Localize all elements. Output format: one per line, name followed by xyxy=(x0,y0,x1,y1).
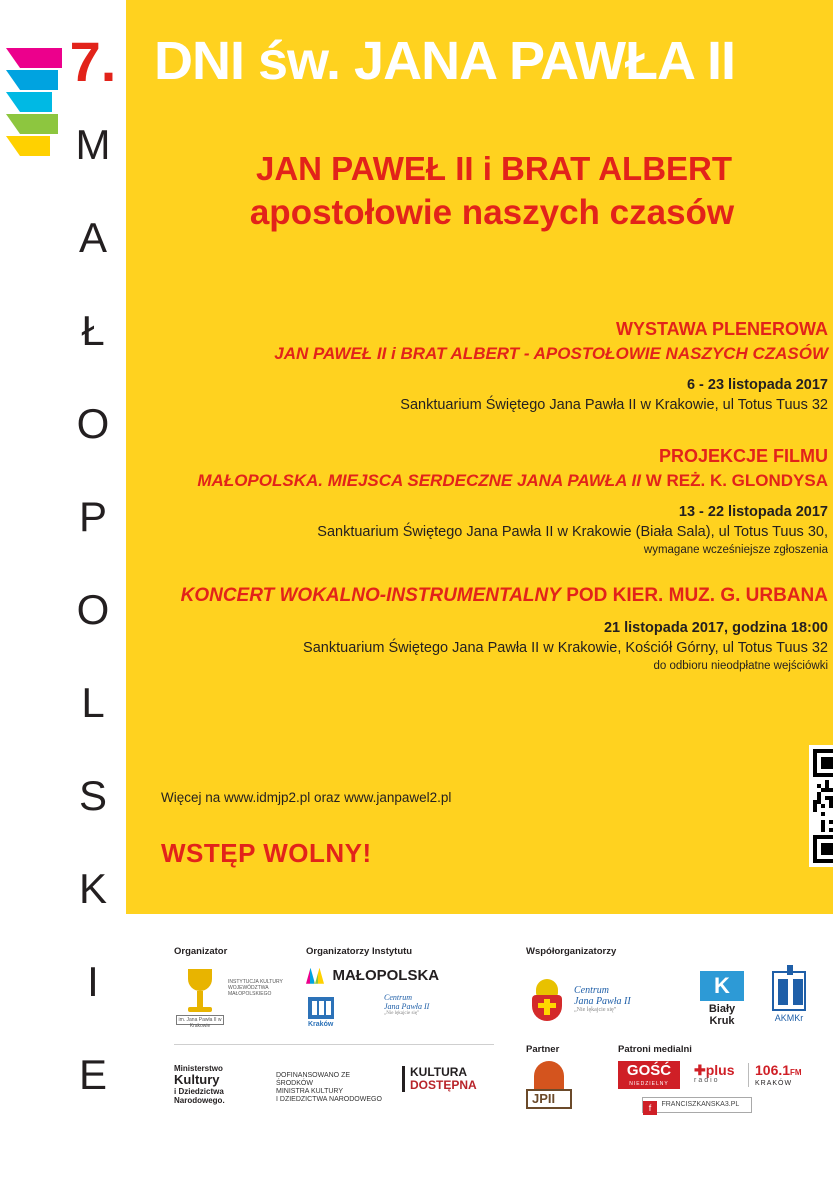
event-note: wymagane wcześniejsze zgłoszenia xyxy=(643,544,828,556)
radio-krakow-logo xyxy=(748,1063,825,1087)
event-place: Sanktuarium Świętego Jana Pawła II w Krakowie, Kościół Górny, ul Totus Tuus 32 xyxy=(303,640,828,656)
ministry-logo xyxy=(174,1064,264,1105)
media-partners-block xyxy=(618,1044,828,1117)
ministry-block xyxy=(174,1062,504,1122)
vertical-letter: M xyxy=(75,121,111,168)
franciszkanska-text: FRANCISZKANSKA3.PL xyxy=(661,1101,740,1108)
coorg-centrum-logo xyxy=(574,985,674,1013)
vertical-letter: O xyxy=(76,586,110,633)
jpii-partner-text: JPII xyxy=(532,1091,556,1106)
organizer-block xyxy=(174,946,294,1033)
event-heading: WYSTAWA PLENEROWA xyxy=(615,319,828,339)
kultura-line1: KULTURA xyxy=(410,1065,468,1079)
left-sidebar xyxy=(0,0,126,1200)
jpii-partner-logo xyxy=(526,1061,576,1113)
coorganizers-block xyxy=(526,946,826,1049)
radio-fm: FM xyxy=(790,1068,802,1077)
vertical-letter: O xyxy=(76,400,110,447)
poster-main-panel xyxy=(126,0,833,914)
event-item xyxy=(156,584,828,674)
institute-organizers-label: Organizatorzy Instytutu xyxy=(306,946,413,957)
krakow-logo xyxy=(308,997,334,1028)
event-title xyxy=(156,469,828,492)
event-heading-italic: KONCERT WOKALNO-INSTRUMENTALNY xyxy=(180,585,561,606)
event-item xyxy=(156,445,828,558)
footer-logos xyxy=(126,914,833,1200)
funding-line3: I DZIEDZICTWA NARODOWEGO xyxy=(276,1096,382,1103)
events-list xyxy=(156,318,828,696)
kultura-dostepna-logo xyxy=(402,1066,477,1092)
funding-line1: DOFINANSOWANO ZE ŚRODKÓW xyxy=(276,1072,351,1087)
free-entry-text: WSTĘP WOLNY! xyxy=(161,838,372,868)
more-info-text: Więcej na www.idmjp2.pl oraz www.janpawel2.pl xyxy=(161,790,452,805)
institute-organizers-block xyxy=(306,946,496,1043)
organizer-label: Organizator xyxy=(174,946,228,957)
funding-note xyxy=(276,1072,386,1104)
event-date: 13 - 22 listopada 2017 xyxy=(678,504,828,520)
page-title: DNI św. JANA PAWŁA II xyxy=(154,31,736,91)
vertical-letter: A xyxy=(78,214,107,261)
event-heading: PROJEKCJE FILMU xyxy=(658,446,828,466)
radio-freq: 106.1 xyxy=(755,1062,791,1078)
plus-radio-sub: radio xyxy=(694,1077,720,1084)
vertical-letter: Ł xyxy=(81,307,105,354)
edition-number: 7. xyxy=(69,30,117,93)
plus-radio-logo: ✚plus radio xyxy=(694,1063,740,1084)
vertical-letter: S xyxy=(78,772,107,819)
akmk-label: AKMKr xyxy=(774,1013,804,1023)
centrum-line1: Centrum xyxy=(384,993,412,1002)
event-item xyxy=(156,318,828,415)
event-place: Sanktuarium Świętego Jana Pawła II w Krakowie (Biała Sala), ul Totus Tuus 30, xyxy=(317,524,828,540)
bialy-kruk-line2: Kruk xyxy=(709,1015,735,1027)
coorg-centrum-line3: „Nie lękajcie się” xyxy=(574,1007,617,1013)
ministry-line2: Kultury xyxy=(174,1072,220,1087)
event-title-italic: MAŁOPOLSKA. MIEJSCA SERDECZNE JANA PAWŁA II xyxy=(197,471,641,490)
funding-line2: MINISTRA KULTURY xyxy=(276,1088,344,1095)
event-date: 21 listopada 2017, godzina 18:00 xyxy=(603,620,828,636)
centrum-jp2-logo xyxy=(384,993,484,1016)
partner-block xyxy=(526,1044,616,1113)
ministry-line4: Narodowego. xyxy=(174,1096,225,1105)
ministry-line3: i Dziedzictwa xyxy=(174,1087,224,1096)
vertical-letter: K xyxy=(78,865,107,912)
footer-divider xyxy=(174,1044,494,1045)
event-place: Sanktuarium Świętego Jana Pawła II w Krakowie, ul Totus Tuus 32 xyxy=(400,397,828,413)
coorg-centrum-line1: Centrum xyxy=(574,985,609,996)
kultura-line2: DOSTĘPNA xyxy=(410,1078,477,1092)
radio-city: KRAKÓW xyxy=(755,1080,793,1087)
institution-badge: INSTYTUCJA KULTURY WOJEWÓDZTWA MAŁOPOLSKIEGO xyxy=(228,979,283,997)
vertical-title xyxy=(62,26,124,1121)
gosc-sub-text: NIEDZIELNY xyxy=(629,1081,669,1087)
malopolska-logo-text: MAŁOPOLSKA xyxy=(332,967,440,985)
gosc-text: GOŚĆ xyxy=(626,1062,672,1079)
franciszkanska3-logo: f $^{FRANCISZKANSKA3.PL}$ xyxy=(642,1097,752,1113)
qr-code[interactable] xyxy=(809,745,833,867)
subtitle-line-1: JAN PAWEŁ II i BRAT ALBERT xyxy=(255,150,733,187)
idmjp2-logo xyxy=(176,967,224,1029)
akmk-logo xyxy=(762,971,816,1023)
event-title: JAN PAWEŁ II i BRAT ALBERT - APOSTOŁOWIE NASZYCH CZASÓW xyxy=(274,344,828,363)
coorganizers-label: Współorganizatorzy xyxy=(526,946,617,957)
vertical-letter: P xyxy=(78,493,107,540)
vertical-letter: E xyxy=(78,1051,107,1098)
malopolska-logo-mark xyxy=(6,48,66,248)
subtitle-line-2: apostołowie naszych czasów xyxy=(249,193,735,232)
event-title-tail: W REŻ. K. GLONDYSA xyxy=(641,471,828,490)
bialy-kruk-mark: K xyxy=(714,973,730,998)
event-note: do odbioru nieodpłatne wejściówki xyxy=(653,660,828,672)
vertical-letter: L xyxy=(81,679,105,726)
gosc-niedzielny-logo xyxy=(618,1061,680,1089)
idmjp2-caption: im. Jana Pawła II w Krakowie xyxy=(178,1017,222,1029)
plus-text: plus xyxy=(705,1062,735,1078)
event-date: 6 - 23 listopada 2017 xyxy=(686,377,828,393)
vertical-letter: I xyxy=(87,958,99,1005)
event-heading xyxy=(156,584,828,608)
bialy-kruk-line1: Biały xyxy=(708,1003,736,1015)
krakow-logo-text: Kraków xyxy=(308,1021,334,1028)
malopolska-logo xyxy=(306,967,439,985)
partner-label: Partner xyxy=(526,1044,560,1055)
centrum-line2: Jana Pawła II xyxy=(384,1002,430,1011)
centrum-line3: „Nie lękajcie się” xyxy=(384,1011,420,1016)
media-partners-label: Patroni medialni xyxy=(618,1044,692,1055)
event-heading-tail: POD KIER. MUZ. G. URBANA xyxy=(560,585,828,606)
coorg-centrum-line2: Jana Pawła II xyxy=(574,996,631,1007)
bialy-kruk-logo xyxy=(694,971,750,1027)
ministry-line1: Ministerstwo xyxy=(174,1064,223,1073)
papal-coat-of-arms-icon xyxy=(530,979,564,1023)
